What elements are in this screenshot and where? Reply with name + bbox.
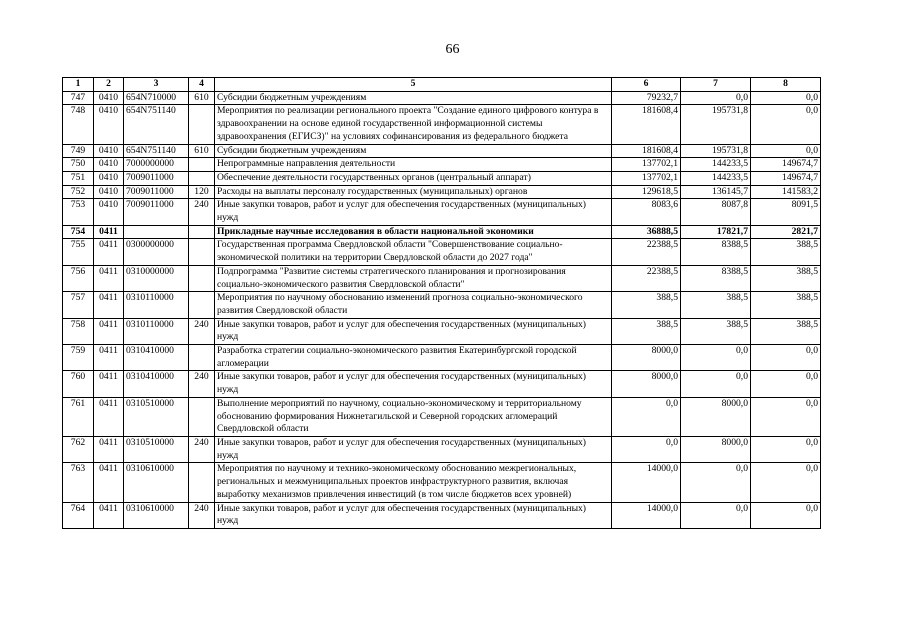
table-row xyxy=(63,463,821,502)
amount-col8-cell: 0,0 xyxy=(751,371,821,397)
item-name-cell: Обеспечение деятельности государственных органов (центральный аппарат) xyxy=(215,171,612,185)
section-code-cell: 0411 xyxy=(94,225,124,239)
table-row xyxy=(63,436,821,462)
amount-col8-cell: 0,0 xyxy=(751,502,821,528)
amount-col7-cell: 136145,7 xyxy=(681,185,751,199)
target-article-code-cell: 7009011000 xyxy=(124,171,189,185)
amount-col7-cell: 195731,8 xyxy=(681,144,751,158)
amount-col7-cell: 195731,8 xyxy=(681,105,751,144)
item-name-cell: Мероприятия по реализации регионального проекта "Создание единого цифрового контура в здравоохранении на основе единой государственной информационной системы здравоохранения (ЕГИСЗ)" на условиях софинансирования из федерального бюджета xyxy=(215,105,612,144)
expense-type-code-cell: 610 xyxy=(189,144,215,158)
expense-type-code-cell xyxy=(189,463,215,502)
row-number-cell: 763 xyxy=(63,463,94,502)
target-article-code-cell: 654N710000 xyxy=(124,91,189,105)
table-row xyxy=(63,199,821,225)
amount-col8-cell: 388,5 xyxy=(751,239,821,265)
header-cell: 3 xyxy=(124,78,189,92)
table-row xyxy=(63,371,821,397)
table-row xyxy=(63,144,821,158)
amount-col7-cell: 144233,5 xyxy=(681,171,751,185)
item-name-cell: Выполнение мероприятий по научному, социально-экономическому и территориальному обоснованию формирования Нижнетагильской и Северной городских агломераций Свердловской области xyxy=(215,397,612,436)
amount-col8-cell: 0,0 xyxy=(751,436,821,462)
target-article-code-cell: 0310410000 xyxy=(124,345,189,371)
amount-col8-cell: 0,0 xyxy=(751,105,821,144)
item-name-cell: Иные закупки товаров, работ и услуг для обеспечения государственных (муниципальных) нужд xyxy=(215,436,612,462)
header-cell: 7 xyxy=(681,78,751,92)
row-number-cell: 747 xyxy=(63,91,94,105)
budget-table xyxy=(62,77,821,529)
item-name-cell: Разработка стратегии социально-экономического развития Екатеринбургской городской агломерации xyxy=(215,345,612,371)
target-article-code-cell xyxy=(124,225,189,239)
amount-col7-cell: 144233,5 xyxy=(681,158,751,172)
section-code-cell: 0411 xyxy=(94,345,124,371)
amount-col8-cell: 388,5 xyxy=(751,292,821,318)
expense-type-code-cell xyxy=(189,225,215,239)
section-code-cell: 0411 xyxy=(94,371,124,397)
amount-col8-cell: 388,5 xyxy=(751,318,821,344)
amount-col6-cell: 79232,7 xyxy=(612,91,681,105)
table-row xyxy=(63,185,821,199)
amount-col7-cell: 17821,7 xyxy=(681,225,751,239)
amount-col6-cell: 22388,5 xyxy=(612,239,681,265)
header-cell: 1 xyxy=(63,78,94,92)
amount-col7-cell: 0,0 xyxy=(681,502,751,528)
amount-col8-cell: 0,0 xyxy=(751,345,821,371)
page-number: 66 xyxy=(445,42,460,57)
item-name-cell: Подпрограмма "Развитие системы стратегического планирования и прогнозирования социально-экономического развития Свердловской области" xyxy=(215,265,612,291)
item-name-cell: Прикладные научные исследования в области национальной экономики xyxy=(215,225,612,239)
amount-col6-cell: 22388,5 xyxy=(612,265,681,291)
table-row xyxy=(63,158,821,172)
amount-col6-cell: 0,0 xyxy=(612,436,681,462)
amount-col7-cell: 8087,8 xyxy=(681,199,751,225)
amount-col7-cell: 8000,0 xyxy=(681,436,751,462)
amount-col6-cell: 137702,1 xyxy=(612,158,681,172)
section-code-cell: 0411 xyxy=(94,436,124,462)
target-article-code-cell: 0310510000 xyxy=(124,397,189,436)
item-name-cell: Мероприятия по научному обоснованию изменений прогноза социально-экономического развития Свердловской области xyxy=(215,292,612,318)
section-code-cell: 0410 xyxy=(94,185,124,199)
amount-col6-cell: 14000,0 xyxy=(612,502,681,528)
expense-type-code-cell: 240 xyxy=(189,318,215,344)
amount-col6-cell: 181608,4 xyxy=(612,105,681,144)
item-name-cell: Расходы на выплаты персоналу государственных (муниципальных) органов xyxy=(215,185,612,199)
target-article-code-cell: 7009011000 xyxy=(124,199,189,225)
row-number-cell: 760 xyxy=(63,371,94,397)
item-name-cell: Государственная программа Свердловской области "Совершенствование социально-экономической политики на территории Свердловской области до 2027 года" xyxy=(215,239,612,265)
amount-col7-cell: 388,5 xyxy=(681,318,751,344)
target-article-code-cell: 654N751140 xyxy=(124,105,189,144)
expense-type-code-cell: 120 xyxy=(189,185,215,199)
expense-type-code-cell: 240 xyxy=(189,371,215,397)
header-cell: 4 xyxy=(189,78,215,92)
section-code-cell: 0410 xyxy=(94,91,124,105)
expense-type-code-cell xyxy=(189,345,215,371)
table-row xyxy=(63,225,821,239)
row-number-cell: 748 xyxy=(63,105,94,144)
table-row xyxy=(63,105,821,144)
amount-col7-cell: 0,0 xyxy=(681,463,751,502)
row-number-cell: 764 xyxy=(63,502,94,528)
item-name-cell: Иные закупки товаров, работ и услуг для обеспечения государственных (муниципальных) нужд xyxy=(215,318,612,344)
section-code-cell: 0410 xyxy=(94,158,124,172)
target-article-code-cell: 0310610000 xyxy=(124,463,189,502)
row-number-cell: 751 xyxy=(63,171,94,185)
amount-col6-cell: 0,0 xyxy=(612,397,681,436)
expense-type-code-cell: 240 xyxy=(189,436,215,462)
header-cell: 5 xyxy=(215,78,612,92)
amount-col8-cell: 8091,5 xyxy=(751,199,821,225)
header-cell: 2 xyxy=(94,78,124,92)
row-number-cell: 759 xyxy=(63,345,94,371)
target-article-code-cell: 0310610000 xyxy=(124,502,189,528)
item-name-cell: Иные закупки товаров, работ и услуг для обеспечения государственных (муниципальных) нужд xyxy=(215,199,612,225)
expense-type-code-cell xyxy=(189,265,215,291)
target-article-code-cell: 0310000000 xyxy=(124,265,189,291)
row-number-cell: 752 xyxy=(63,185,94,199)
section-code-cell: 0410 xyxy=(94,171,124,185)
target-article-code-cell: 0310110000 xyxy=(124,292,189,318)
row-number-cell: 757 xyxy=(63,292,94,318)
amount-col8-cell: 0,0 xyxy=(751,144,821,158)
amount-col7-cell: 8000,0 xyxy=(681,397,751,436)
table-header-row xyxy=(63,78,821,92)
section-code-cell: 0410 xyxy=(94,144,124,158)
row-number-cell: 756 xyxy=(63,265,94,291)
row-number-cell: 750 xyxy=(63,158,94,172)
expense-type-code-cell xyxy=(189,292,215,318)
row-number-cell: 761 xyxy=(63,397,94,436)
amount-col7-cell: 8388,5 xyxy=(681,265,751,291)
amount-col7-cell: 0,0 xyxy=(681,371,751,397)
expense-type-code-cell xyxy=(189,105,215,144)
amount-col6-cell: 8083,6 xyxy=(612,199,681,225)
item-name-cell: Субсидии бюджетным учреждениям xyxy=(215,144,612,158)
row-number-cell: 755 xyxy=(63,239,94,265)
item-name-cell: Мероприятия по научному и технико-экономическому обоснованию межрегиональных, региональных и межмуниципальных проектов инфраструктурного развития, включая выработку механизмов привлечения инвестиций (в том числе бюджетов всех уровней) xyxy=(215,463,612,502)
section-code-cell: 0411 xyxy=(94,463,124,502)
expense-type-code-cell xyxy=(189,158,215,172)
section-code-cell: 0411 xyxy=(94,265,124,291)
amount-col8-cell: 388,5 xyxy=(751,265,821,291)
section-code-cell: 0411 xyxy=(94,502,124,528)
amount-col7-cell: 8388,5 xyxy=(681,239,751,265)
row-number-cell: 758 xyxy=(63,318,94,344)
expense-type-code-cell xyxy=(189,171,215,185)
amount-col7-cell: 0,0 xyxy=(681,345,751,371)
amount-col8-cell: 0,0 xyxy=(751,463,821,502)
target-article-code-cell: 0300000000 xyxy=(124,239,189,265)
item-name-cell: Иные закупки товаров, работ и услуг для обеспечения государственных (муниципальных) нужд xyxy=(215,371,612,397)
target-article-code-cell: 0310510000 xyxy=(124,436,189,462)
table-row xyxy=(63,239,821,265)
amount-col8-cell: 149674,7 xyxy=(751,171,821,185)
amount-col7-cell: 388,5 xyxy=(681,292,751,318)
table-row xyxy=(63,265,821,291)
amount-col6-cell: 137702,1 xyxy=(612,171,681,185)
section-code-cell: 0411 xyxy=(94,239,124,265)
row-number-cell: 749 xyxy=(63,144,94,158)
amount-col7-cell: 0,0 xyxy=(681,91,751,105)
table-body xyxy=(63,91,821,528)
amount-col8-cell: 149674,7 xyxy=(751,158,821,172)
amount-col6-cell: 36888,5 xyxy=(612,225,681,239)
amount-col8-cell: 141583,2 xyxy=(751,185,821,199)
amount-col8-cell: 0,0 xyxy=(751,91,821,105)
header-cell: 8 xyxy=(751,78,821,92)
target-article-code-cell: 7009011000 xyxy=(124,185,189,199)
expense-type-code-cell: 240 xyxy=(189,502,215,528)
target-article-code-cell: 0310110000 xyxy=(124,318,189,344)
item-name-cell: Непрограммные направления деятельности xyxy=(215,158,612,172)
amount-col6-cell: 8000,0 xyxy=(612,345,681,371)
amount-col8-cell: 2821,7 xyxy=(751,225,821,239)
amount-col6-cell: 388,5 xyxy=(612,318,681,344)
row-number-cell: 753 xyxy=(63,199,94,225)
amount-col6-cell: 129618,5 xyxy=(612,185,681,199)
table-row xyxy=(63,171,821,185)
expense-type-code-cell: 610 xyxy=(189,91,215,105)
amount-col6-cell: 388,5 xyxy=(612,292,681,318)
amount-col6-cell: 14000,0 xyxy=(612,463,681,502)
target-article-code-cell: 7000000000 xyxy=(124,158,189,172)
section-code-cell: 0411 xyxy=(94,292,124,318)
amount-col6-cell: 181608,4 xyxy=(612,144,681,158)
item-name-cell: Субсидии бюджетным учреждениям xyxy=(215,91,612,105)
target-article-code-cell: 0310410000 xyxy=(124,371,189,397)
table-row xyxy=(63,502,821,528)
amount-col8-cell: 0,0 xyxy=(751,397,821,436)
section-code-cell: 0411 xyxy=(94,318,124,344)
table-row xyxy=(63,318,821,344)
item-name-cell: Иные закупки товаров, работ и услуг для обеспечения государственных (муниципальных) нужд xyxy=(215,502,612,528)
target-article-code-cell: 654N751140 xyxy=(124,144,189,158)
expense-type-code-cell xyxy=(189,397,215,436)
header-cell: 6 xyxy=(612,78,681,92)
expense-type-code-cell: 240 xyxy=(189,199,215,225)
amount-col6-cell: 8000,0 xyxy=(612,371,681,397)
table-row xyxy=(63,345,821,371)
expense-type-code-cell xyxy=(189,239,215,265)
row-number-cell: 762 xyxy=(63,436,94,462)
table-row xyxy=(63,292,821,318)
section-code-cell: 0411 xyxy=(94,397,124,436)
section-code-cell: 0410 xyxy=(94,105,124,144)
row-number-cell: 754 xyxy=(63,225,94,239)
table-row xyxy=(63,91,821,105)
section-code-cell: 0410 xyxy=(94,199,124,225)
table-row xyxy=(63,397,821,436)
